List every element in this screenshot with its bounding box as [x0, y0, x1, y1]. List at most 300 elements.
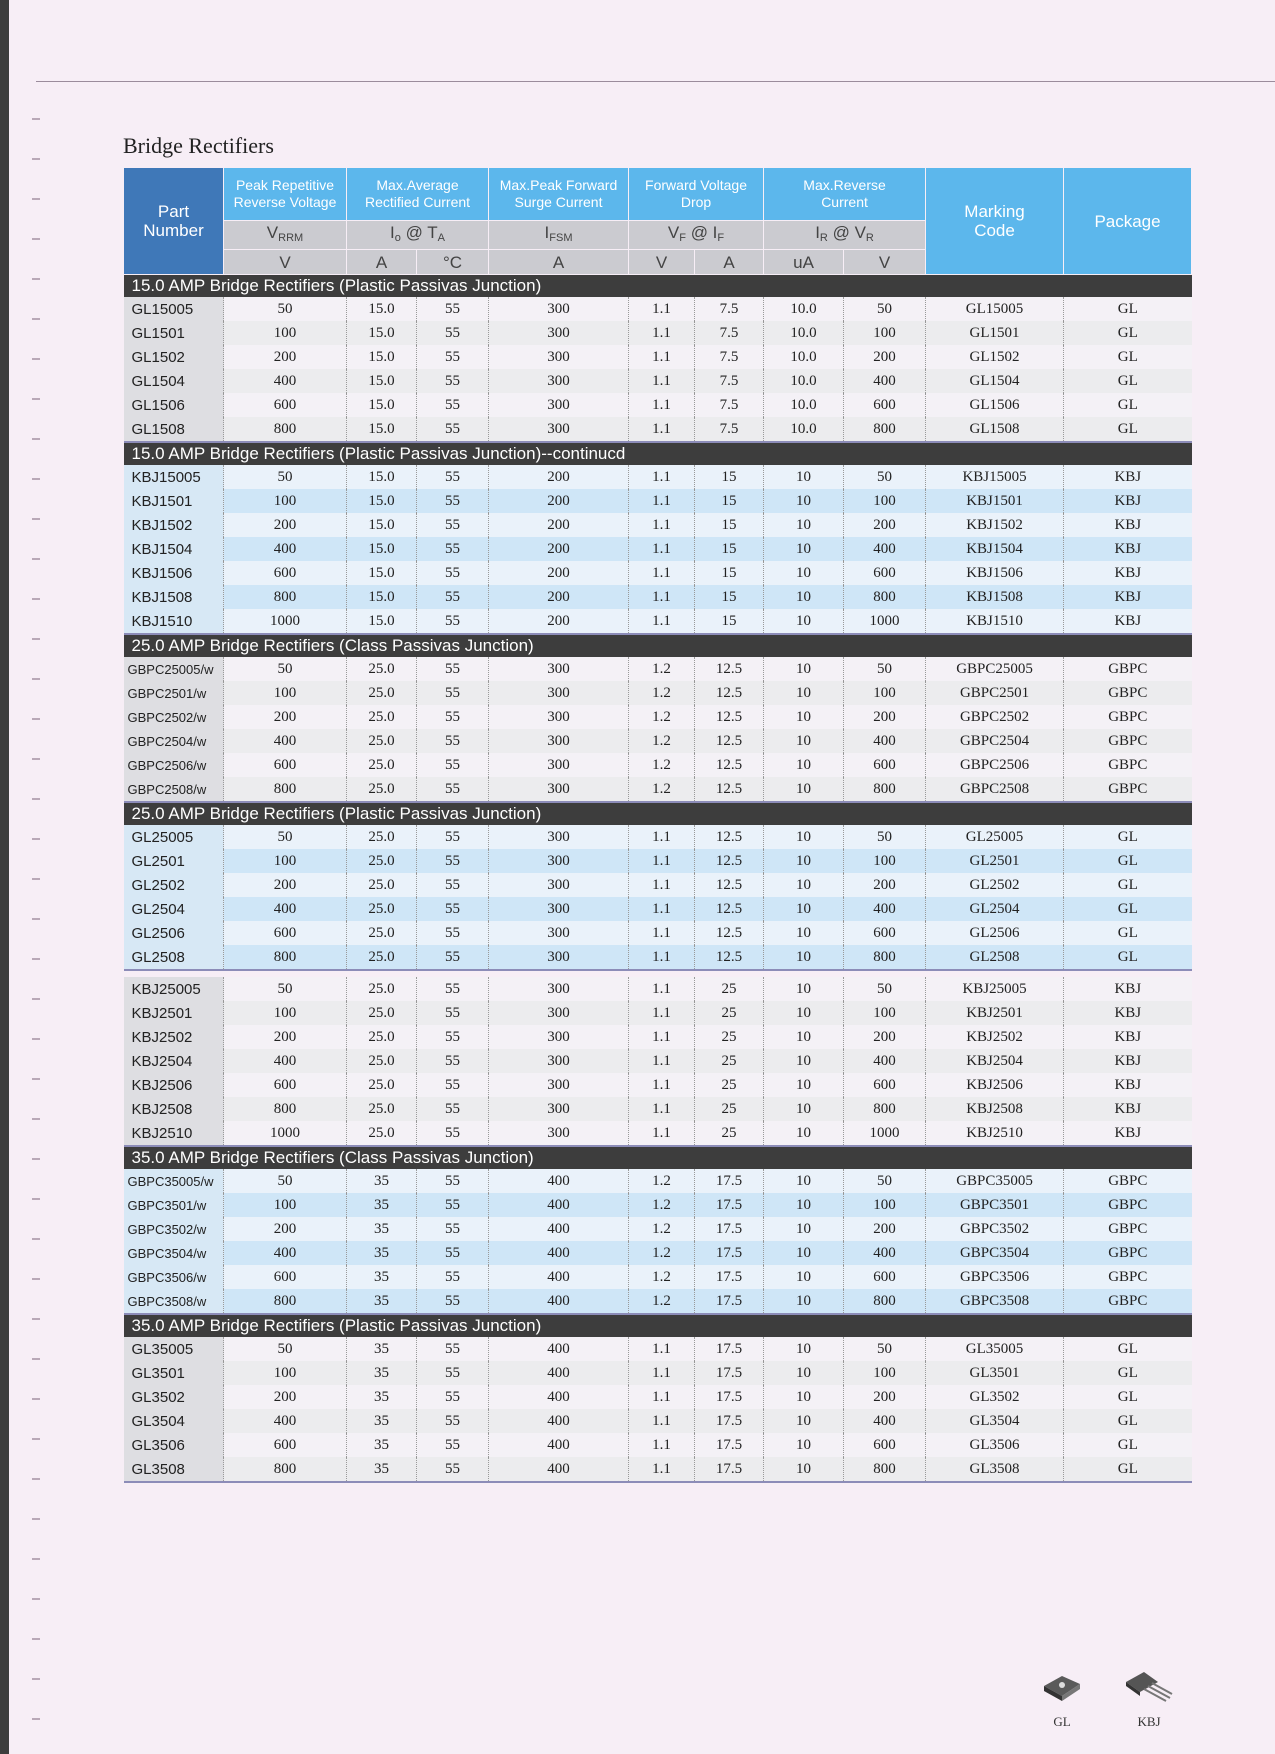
- table-cell: 1.1: [629, 1097, 695, 1121]
- table-cell: 100: [224, 1361, 347, 1385]
- table-cell: 55: [417, 345, 489, 369]
- table-cell: 15: [695, 537, 764, 561]
- table-cell: 1.1: [629, 513, 695, 537]
- table-cell: 200: [844, 345, 926, 369]
- table-cell: 10: [764, 825, 844, 849]
- part-number-cell: KBJ2504: [124, 1049, 224, 1073]
- table-cell: 1.2: [629, 1265, 695, 1289]
- table-cell: 1.2: [629, 657, 695, 681]
- table-cell: GBPC35005: [926, 1169, 1064, 1193]
- section-1: [124, 442, 1192, 634]
- section-6: [124, 1314, 1192, 1482]
- table-row: [124, 825, 1192, 849]
- table-cell: 400: [489, 1217, 629, 1241]
- table-cell: 400: [489, 1241, 629, 1265]
- table-cell: GL: [1064, 1433, 1192, 1457]
- table-cell: GBPC3504: [926, 1241, 1064, 1265]
- table-cell: KBJ: [1064, 1049, 1192, 1073]
- table-cell: 17.5: [695, 1337, 764, 1361]
- part-number-cell: GBPC3504/w: [124, 1241, 224, 1265]
- table-cell: 55: [417, 1409, 489, 1433]
- table-cell: 25.0: [347, 1049, 417, 1073]
- table-cell: 25.0: [347, 825, 417, 849]
- table-cell: 55: [417, 729, 489, 753]
- table-cell: 15.0: [347, 561, 417, 585]
- table-cell: 12.5: [695, 921, 764, 945]
- top-rule: [36, 81, 1275, 82]
- table-cell: 10: [764, 1073, 844, 1097]
- header-part-number: Part Number: [124, 168, 224, 275]
- table-cell: 300: [489, 1121, 629, 1146]
- part-number-cell: GL3502: [124, 1385, 224, 1409]
- table-row: [124, 345, 1192, 369]
- table-cell: 600: [844, 1265, 926, 1289]
- table-cell: GL15005: [926, 297, 1064, 321]
- table-cell: 200: [224, 873, 347, 897]
- table-row: [124, 1409, 1192, 1433]
- table-cell: 10: [764, 1337, 844, 1361]
- table-cell: 1.1: [629, 537, 695, 561]
- table-cell: 55: [417, 393, 489, 417]
- table-cell: KBJ1504: [926, 537, 1064, 561]
- table-cell: GBPC: [1064, 1241, 1192, 1265]
- table-cell: 1.2: [629, 1193, 695, 1217]
- table-cell: 55: [417, 921, 489, 945]
- table-cell: 10.0: [764, 417, 844, 442]
- table-cell: 1.1: [629, 921, 695, 945]
- table-cell: KBJ1501: [926, 489, 1064, 513]
- table-cell: GL3506: [926, 1433, 1064, 1457]
- part-number-cell: KBJ2502: [124, 1025, 224, 1049]
- table-cell: 300: [489, 825, 629, 849]
- table-cell: 10: [764, 537, 844, 561]
- table-cell: 15.0: [347, 465, 417, 489]
- part-number-cell: GBPC2501/w: [124, 681, 224, 705]
- table-cell: 1.2: [629, 1241, 695, 1265]
- table-cell: KBJ2504: [926, 1049, 1064, 1073]
- table-cell: 25.0: [347, 849, 417, 873]
- table-cell: 10.0: [764, 393, 844, 417]
- table-cell: 25.0: [347, 729, 417, 753]
- table-cell: 200: [224, 1217, 347, 1241]
- table-cell: 1.2: [629, 729, 695, 753]
- table-cell: GL: [1064, 897, 1192, 921]
- section-3: [124, 802, 1192, 970]
- table-cell: 15.0: [347, 585, 417, 609]
- part-number-cell: GL2501: [124, 849, 224, 873]
- table-cell: 55: [417, 513, 489, 537]
- table-cell: 1000: [844, 609, 926, 634]
- table-cell: 200: [224, 1025, 347, 1049]
- table-cell: 50: [844, 657, 926, 681]
- table-cell: 100: [224, 849, 347, 873]
- table-cell: 10: [764, 1193, 844, 1217]
- part-number-cell: GL1508: [124, 417, 224, 442]
- table-cell: 25.0: [347, 921, 417, 945]
- table-cell: 55: [417, 369, 489, 393]
- table-cell: 1.1: [629, 1457, 695, 1482]
- table-cell: 300: [489, 777, 629, 802]
- table-cell: 35: [347, 1169, 417, 1193]
- part-number-cell: KBJ1506: [124, 561, 224, 585]
- table-cell: 10: [764, 729, 844, 753]
- table-cell: 800: [224, 1457, 347, 1482]
- table-cell: 10: [764, 561, 844, 585]
- table-cell: 55: [417, 1433, 489, 1457]
- table-row: [124, 753, 1192, 777]
- table-cell: 600: [844, 753, 926, 777]
- table-cell: 10: [764, 921, 844, 945]
- table-cell: 300: [489, 897, 629, 921]
- table-cell: GL: [1064, 1385, 1192, 1409]
- table-row: [124, 1265, 1192, 1289]
- part-number-cell: GL1502: [124, 345, 224, 369]
- table-cell: 12.5: [695, 873, 764, 897]
- table-row: [124, 1001, 1192, 1025]
- part-number-cell: GL1506: [124, 393, 224, 417]
- part-number-cell: KBJ25005: [124, 977, 224, 1001]
- table-cell: 25.0: [347, 977, 417, 1001]
- table-cell: 1.1: [629, 1385, 695, 1409]
- table-cell: 55: [417, 825, 489, 849]
- table-cell: 400: [224, 537, 347, 561]
- table-cell: 25.0: [347, 681, 417, 705]
- table-cell: 12.5: [695, 849, 764, 873]
- table-cell: 600: [224, 921, 347, 945]
- table-row: [124, 657, 1192, 681]
- part-number-cell: GBPC3501/w: [124, 1193, 224, 1217]
- table-cell: 7.5: [695, 321, 764, 345]
- table-cell: 1.1: [629, 585, 695, 609]
- table-cell: 100: [224, 1193, 347, 1217]
- table-cell: 300: [489, 873, 629, 897]
- table-cell: GL2506: [926, 921, 1064, 945]
- table-cell: 50: [224, 297, 347, 321]
- table-cell: 10.0: [764, 321, 844, 345]
- table-cell: 1.2: [629, 681, 695, 705]
- table-cell: 10.0: [764, 369, 844, 393]
- table-row: [124, 1169, 1192, 1193]
- table-cell: 400: [489, 1409, 629, 1433]
- table-cell: KBJ: [1064, 1073, 1192, 1097]
- table-cell: GL: [1064, 1337, 1192, 1361]
- table-cell: 35: [347, 1289, 417, 1314]
- table-cell: 12.5: [695, 705, 764, 729]
- table-cell: GBPC: [1064, 753, 1192, 777]
- table-cell: 1.1: [629, 1337, 695, 1361]
- table-cell: KBJ: [1064, 537, 1192, 561]
- table-row: [124, 609, 1192, 634]
- table-cell: GL: [1064, 369, 1192, 393]
- table-cell: 55: [417, 1025, 489, 1049]
- table-cell: KBJ: [1064, 513, 1192, 537]
- table-cell: 35: [347, 1241, 417, 1265]
- table-cell: 400: [844, 1049, 926, 1073]
- table-row: [124, 897, 1192, 921]
- table-cell: GL2504: [926, 897, 1064, 921]
- table-cell: 55: [417, 1337, 489, 1361]
- table-cell: 1.1: [629, 489, 695, 513]
- table-cell: KBJ: [1064, 609, 1192, 634]
- table-cell: 300: [489, 977, 629, 1001]
- table-cell: 15: [695, 513, 764, 537]
- table-cell: 200: [844, 513, 926, 537]
- table-cell: 1.2: [629, 753, 695, 777]
- table-cell: 200: [489, 561, 629, 585]
- part-number-cell: GL2506: [124, 921, 224, 945]
- table-cell: 50: [844, 1337, 926, 1361]
- table-cell: 25: [695, 1097, 764, 1121]
- table-cell: 50: [224, 977, 347, 1001]
- table-cell: GL: [1064, 1409, 1192, 1433]
- table-cell: 17.5: [695, 1385, 764, 1409]
- table-row: [124, 393, 1192, 417]
- symbol-io: $I_o$ @ $T_A$: [347, 221, 489, 250]
- part-number-cell: GBPC2502/w: [124, 705, 224, 729]
- unit-ta: °C: [417, 250, 489, 275]
- table-cell: GL3501: [926, 1361, 1064, 1385]
- table-cell: 10: [764, 873, 844, 897]
- table-cell: 50: [224, 825, 347, 849]
- table-cell: 200: [224, 705, 347, 729]
- table-cell: 1.2: [629, 705, 695, 729]
- table-cell: 55: [417, 873, 489, 897]
- table-cell: 25: [695, 1025, 764, 1049]
- table-cell: 17.5: [695, 1361, 764, 1385]
- table-cell: 10: [764, 1097, 844, 1121]
- table-cell: 600: [224, 753, 347, 777]
- table-cell: GL: [1064, 417, 1192, 442]
- table-cell: 10: [764, 1385, 844, 1409]
- part-number-cell: GL1501: [124, 321, 224, 345]
- table-cell: 200: [489, 513, 629, 537]
- table-cell: 55: [417, 561, 489, 585]
- table-cell: 300: [489, 753, 629, 777]
- table-cell: 200: [844, 705, 926, 729]
- table-cell: 25.0: [347, 1073, 417, 1097]
- table-cell: 7.5: [695, 417, 764, 442]
- table-cell: 400: [844, 537, 926, 561]
- table-cell: 1.1: [629, 609, 695, 634]
- table-cell: KBJ15005: [926, 465, 1064, 489]
- table-cell: 400: [489, 1193, 629, 1217]
- part-number-cell: KBJ2501: [124, 1001, 224, 1025]
- part-number-cell: KBJ2508: [124, 1097, 224, 1121]
- table-cell: 17.5: [695, 1169, 764, 1193]
- table-row: [124, 369, 1192, 393]
- table-cell: 10: [764, 585, 844, 609]
- table-cell: 55: [417, 1169, 489, 1193]
- section-title: 25.0 AMP Bridge Rectifiers (Plastic Passivas Junction): [124, 802, 1192, 825]
- table-cell: 10: [764, 1121, 844, 1146]
- table-cell: GBPC: [1064, 1193, 1192, 1217]
- table-row: [124, 1073, 1192, 1097]
- table-cell: 55: [417, 321, 489, 345]
- section-2: [124, 634, 1192, 802]
- table-cell: 10: [764, 1025, 844, 1049]
- table-cell: 600: [844, 561, 926, 585]
- table-cell: KBJ: [1064, 489, 1192, 513]
- scan-edge: [0, 0, 9, 1754]
- table-cell: 10: [764, 753, 844, 777]
- table-row: [124, 1385, 1192, 1409]
- table-cell: 100: [224, 681, 347, 705]
- table-row: [124, 1241, 1192, 1265]
- table-cell: 800: [224, 1097, 347, 1121]
- section-title: 15.0 AMP Bridge Rectifiers (Plastic Passivas Junction)--continucd: [124, 442, 1192, 465]
- table-cell: 1.1: [629, 393, 695, 417]
- table-cell: GL: [1064, 849, 1192, 873]
- table-cell: 1.2: [629, 1289, 695, 1314]
- table-cell: 10: [764, 705, 844, 729]
- part-number-cell: GL2508: [124, 945, 224, 970]
- table-row: [124, 537, 1192, 561]
- table-cell: 55: [417, 1193, 489, 1217]
- table-row: [124, 321, 1192, 345]
- table-cell: 55: [417, 1097, 489, 1121]
- table-cell: 800: [224, 1289, 347, 1314]
- table-cell: 17.5: [695, 1289, 764, 1314]
- part-number-cell: GL1504: [124, 369, 224, 393]
- table-cell: 35: [347, 1409, 417, 1433]
- header-ifsm: Max.Peak Forward Surge Current: [489, 168, 629, 221]
- table-cell: 800: [844, 585, 926, 609]
- table-cell: GL: [1064, 945, 1192, 970]
- table-cell: 15.0: [347, 609, 417, 634]
- table-cell: 100: [844, 1193, 926, 1217]
- table-cell: 15: [695, 465, 764, 489]
- table-row: [124, 513, 1192, 537]
- table-cell: 35: [347, 1265, 417, 1289]
- table-cell: 100: [844, 681, 926, 705]
- table-cell: 400: [844, 1241, 926, 1265]
- table-cell: 1.2: [629, 777, 695, 802]
- table-cell: 600: [224, 1433, 347, 1457]
- table-cell: 55: [417, 489, 489, 513]
- table-cell: KBJ: [1064, 1025, 1192, 1049]
- table-cell: 50: [224, 1169, 347, 1193]
- table-cell: KBJ: [1064, 977, 1192, 1001]
- table-row: [124, 1361, 1192, 1385]
- table-cell: GL: [1064, 825, 1192, 849]
- table-cell: 10: [764, 977, 844, 1001]
- table-cell: 800: [224, 585, 347, 609]
- section-title: 15.0 AMP Bridge Rectifiers (Plastic Passivas Junction): [124, 275, 1192, 298]
- table-cell: GL1504: [926, 369, 1064, 393]
- table-cell: 12.5: [695, 945, 764, 970]
- unit-io: A: [347, 250, 417, 275]
- table-cell: 15.0: [347, 297, 417, 321]
- table-row: [124, 729, 1192, 753]
- table-cell: 400: [489, 1337, 629, 1361]
- table-cell: 800: [844, 1289, 926, 1314]
- table-cell: 25: [695, 1073, 764, 1097]
- section-title: 35.0 AMP Bridge Rectifiers (Class Passivas Junction): [124, 1146, 1192, 1169]
- table-cell: 400: [489, 1457, 629, 1482]
- table-cell: 1.1: [629, 1073, 695, 1097]
- header-io: Max.Average Rectified Current: [347, 168, 489, 221]
- table-cell: 300: [489, 321, 629, 345]
- table-cell: 55: [417, 777, 489, 802]
- part-number-cell: KBJ2506: [124, 1073, 224, 1097]
- table-cell: GL: [1064, 297, 1192, 321]
- table-cell: GBPC: [1064, 1289, 1192, 1314]
- table-cell: 600: [844, 1073, 926, 1097]
- table-row: [124, 1217, 1192, 1241]
- table-cell: 55: [417, 1073, 489, 1097]
- unit-vr: V: [844, 250, 926, 275]
- table-cell: 55: [417, 1385, 489, 1409]
- table-cell: 55: [417, 897, 489, 921]
- table-cell: 35: [347, 1433, 417, 1457]
- table-cell: 1.1: [629, 1049, 695, 1073]
- table-row: [124, 1025, 1192, 1049]
- table-cell: KBJ2501: [926, 1001, 1064, 1025]
- table-row: [124, 977, 1192, 1001]
- table-cell: 100: [844, 1361, 926, 1385]
- table-cell: 15.0: [347, 393, 417, 417]
- table-cell: 55: [417, 1457, 489, 1482]
- table-cell: GBPC: [1064, 1169, 1192, 1193]
- table-cell: 10: [764, 609, 844, 634]
- table-cell: 1.1: [629, 849, 695, 873]
- table-cell: 400: [489, 1361, 629, 1385]
- table-cell: 50: [844, 825, 926, 849]
- table-cell: 25.0: [347, 1001, 417, 1025]
- table-cell: GBPC2508: [926, 777, 1064, 802]
- part-number-cell: GL25005: [124, 825, 224, 849]
- table-cell: 55: [417, 1361, 489, 1385]
- table-cell: 55: [417, 753, 489, 777]
- table-cell: 25.0: [347, 705, 417, 729]
- table-cell: 400: [489, 1385, 629, 1409]
- part-number-cell: KBJ1502: [124, 513, 224, 537]
- table-cell: 200: [844, 1025, 926, 1049]
- table-cell: 300: [489, 417, 629, 442]
- table-cell: 15.0: [347, 513, 417, 537]
- table-cell: GL: [1064, 921, 1192, 945]
- section-5: [124, 1146, 1192, 1314]
- table-cell: 55: [417, 297, 489, 321]
- unit-ir: uA: [764, 250, 844, 275]
- table-cell: 400: [224, 1049, 347, 1073]
- table-cell: 200: [844, 1217, 926, 1241]
- table-cell: 35: [347, 1337, 417, 1361]
- part-number-cell: GL2502: [124, 873, 224, 897]
- table-cell: 10: [764, 657, 844, 681]
- table-cell: 800: [224, 945, 347, 970]
- table-cell: 10: [764, 513, 844, 537]
- table-cell: 1.1: [629, 977, 695, 1001]
- kbj-package-icon: [1122, 1670, 1176, 1706]
- table-cell: GBPC2502: [926, 705, 1064, 729]
- part-number-cell: KBJ1501: [124, 489, 224, 513]
- table-cell: 10: [764, 1169, 844, 1193]
- table-cell: KBJ: [1064, 1121, 1192, 1146]
- unit-vrrm: V: [224, 250, 347, 275]
- part-number-cell: GL35005: [124, 1337, 224, 1361]
- table-cell: 600: [224, 393, 347, 417]
- part-number-cell: KBJ2510: [124, 1121, 224, 1146]
- table-cell: GL1506: [926, 393, 1064, 417]
- unit-vf: V: [629, 250, 695, 275]
- table-cell: 1000: [844, 1121, 926, 1146]
- part-number-cell: GL15005: [124, 297, 224, 321]
- table-cell: 25: [695, 1049, 764, 1073]
- table-row: [124, 705, 1192, 729]
- table-cell: 17.5: [695, 1193, 764, 1217]
- table-cell: 10: [764, 849, 844, 873]
